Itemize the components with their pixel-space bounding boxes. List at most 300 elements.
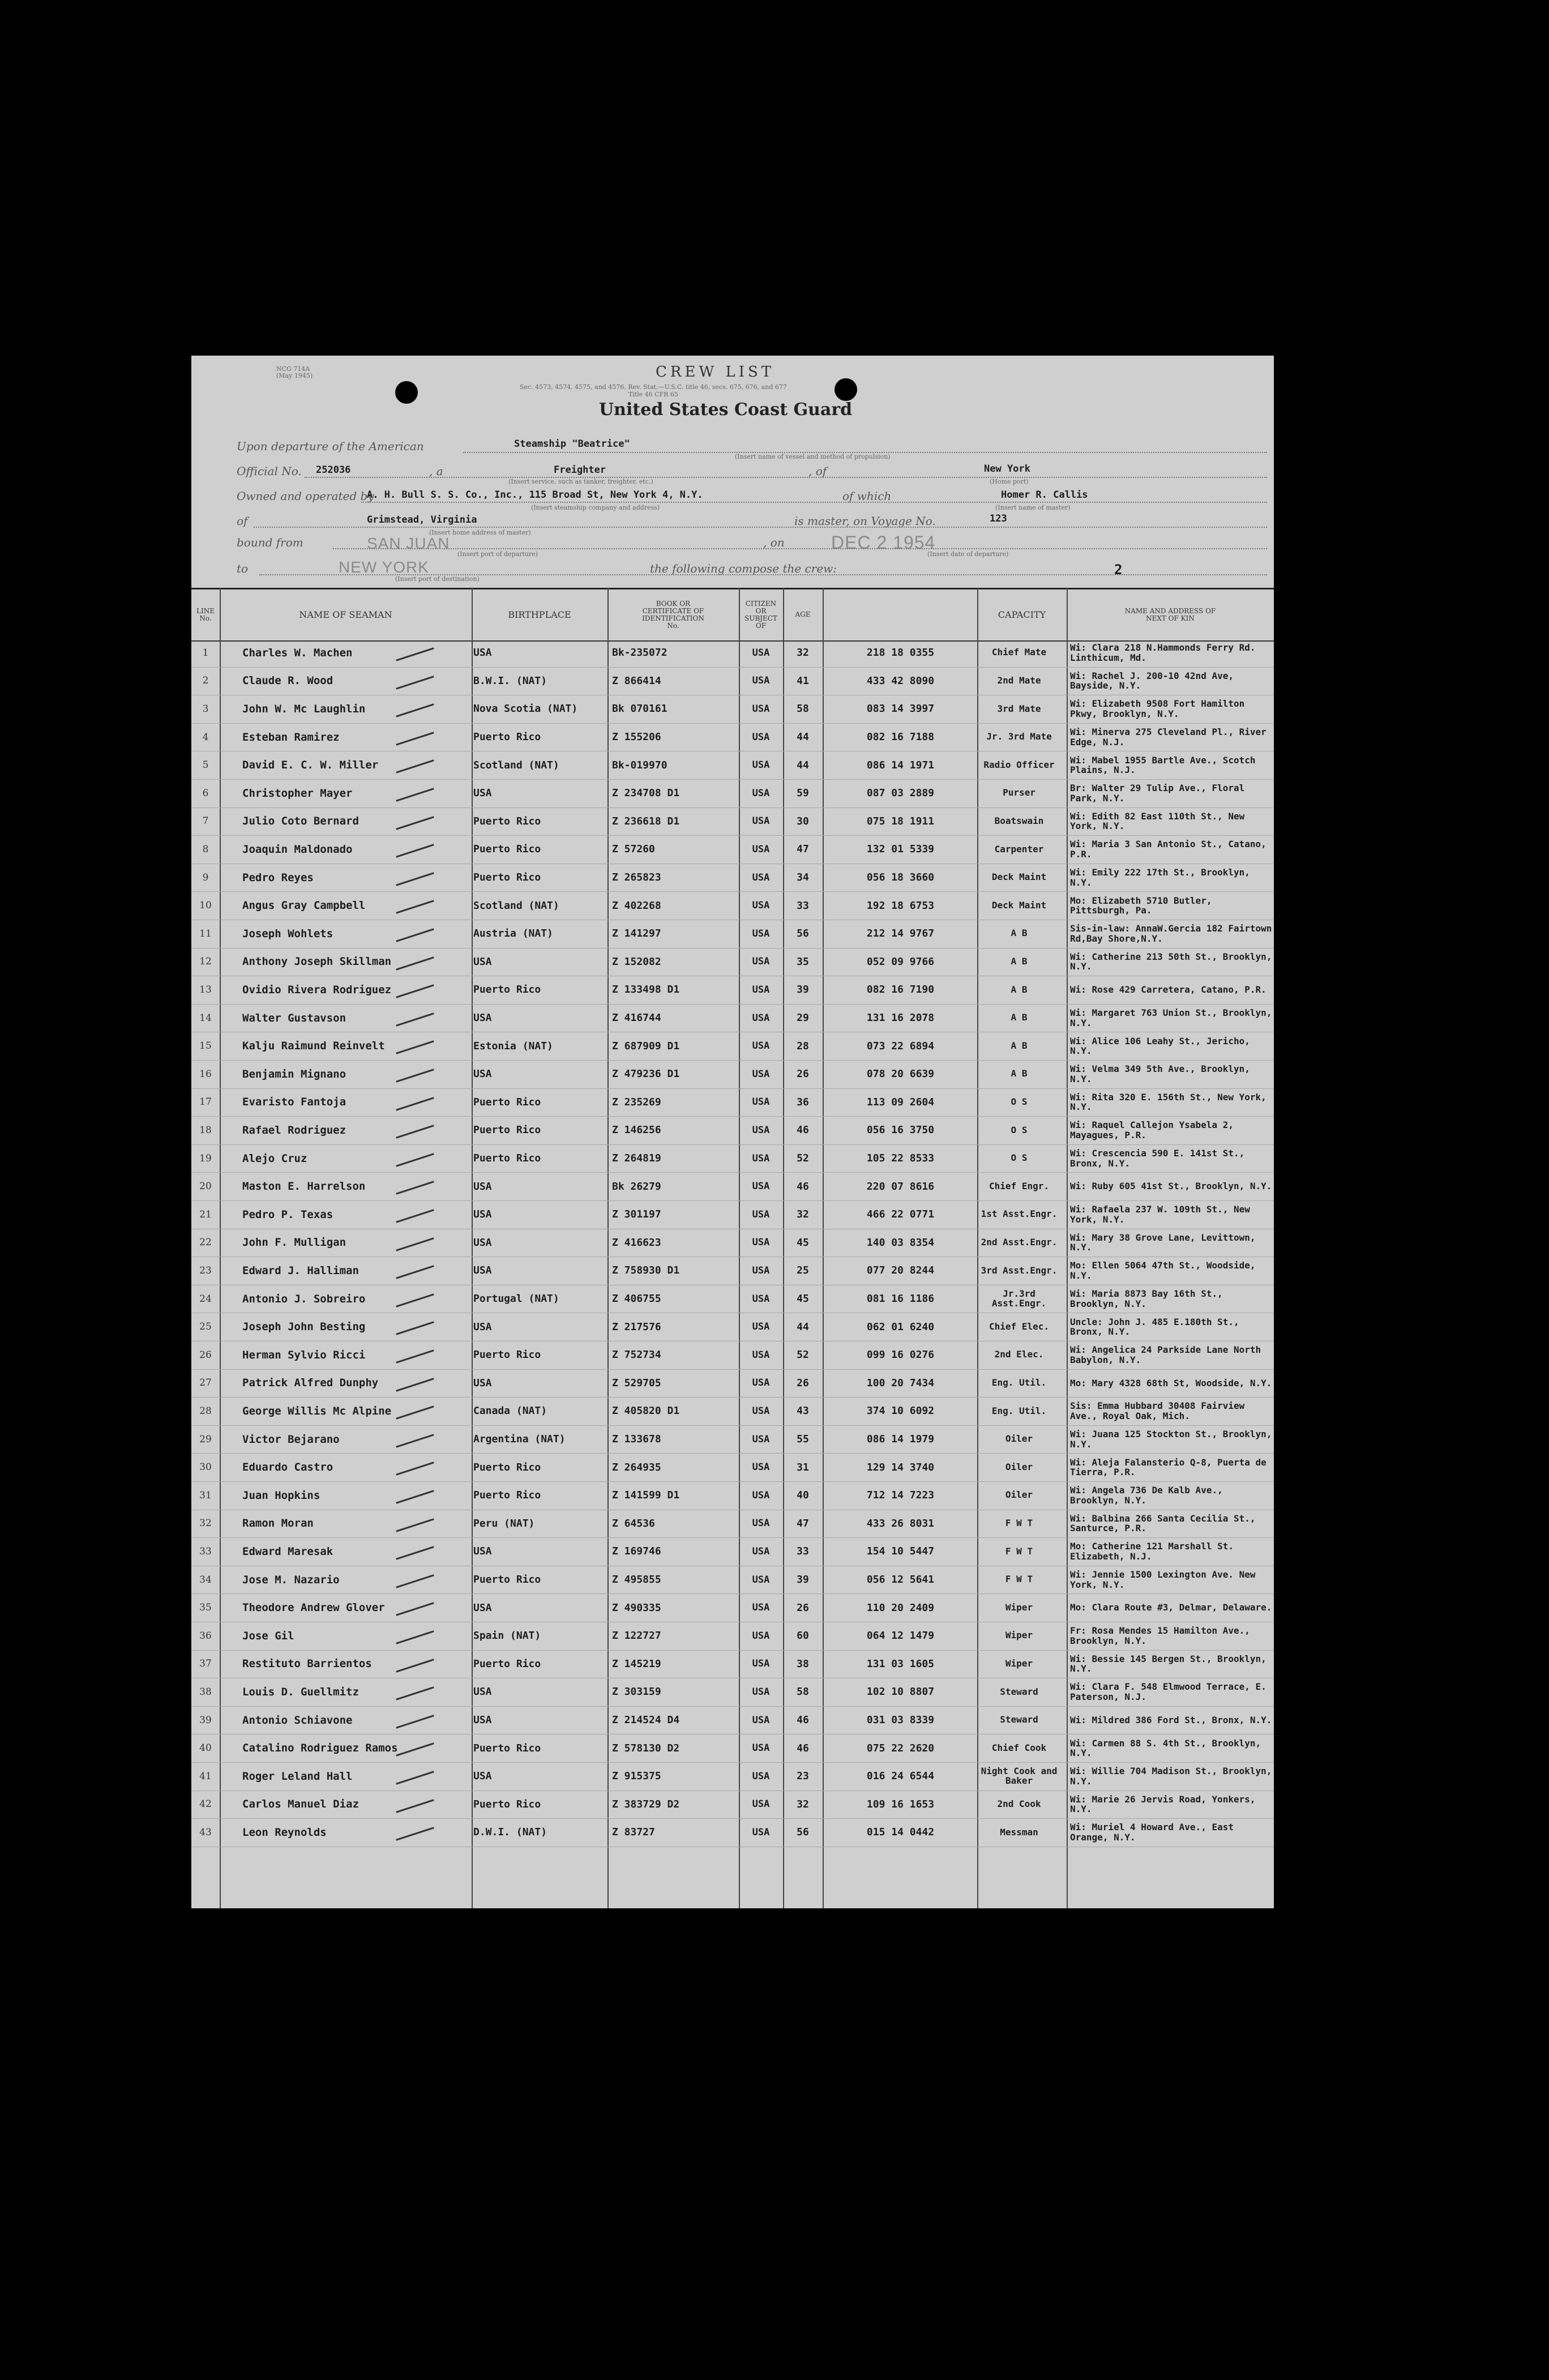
next-of-kin: Wi: Rita 320 E. 156th St., New York, N.Y. bbox=[1070, 1091, 1266, 1113]
line-number: 13 bbox=[199, 984, 212, 995]
seaman-name: Patrick Alfred Dunphy bbox=[242, 1377, 379, 1390]
capacity: O S bbox=[1011, 1096, 1028, 1107]
capacity: A B bbox=[1011, 1012, 1028, 1023]
capacity: A B bbox=[1011, 928, 1028, 939]
next-of-kin: Wi: Aleja Falansterio Q-8, Puerta de Tierra, P.R. bbox=[1070, 1456, 1266, 1478]
col-book: BOOK OR CERTIFICATE OF IDENTIFICATION No. bbox=[642, 599, 704, 630]
birthplace: USA bbox=[473, 1770, 492, 1783]
citizenship: USA bbox=[752, 1462, 770, 1473]
line-number: 3 bbox=[202, 703, 209, 715]
line-number: 20 bbox=[199, 1181, 212, 1193]
label-owned-operated: Owned and operated by bbox=[237, 489, 374, 503]
table-row bbox=[191, 1791, 1274, 1819]
seaman-name: Edward Maresak bbox=[242, 1545, 333, 1558]
capacity: Eng. Util. bbox=[991, 1405, 1047, 1416]
line-number: 21 bbox=[199, 1208, 212, 1220]
line-number: 7 bbox=[202, 815, 209, 827]
table-row bbox=[191, 1566, 1274, 1595]
age: 33 bbox=[797, 1545, 809, 1558]
table-row bbox=[191, 1706, 1274, 1735]
voyage-number: 123 bbox=[990, 513, 1007, 524]
next-of-kin: Wi: Clara F. 548 Elmwood Terrace, E. Paterson, N.J. bbox=[1070, 1681, 1266, 1702]
certificate-number: Z 169746 bbox=[612, 1545, 661, 1558]
age: 40 bbox=[797, 1489, 809, 1502]
next-of-kin: Wi: Angela 736 De Kalb Ave., Brooklyn, N.Y. bbox=[1070, 1485, 1223, 1506]
certificate-number: Z 383729 D2 bbox=[612, 1798, 680, 1810]
capacity: F W T bbox=[1005, 1545, 1033, 1557]
certificate-number: Z 146256 bbox=[612, 1124, 661, 1136]
age: 46 bbox=[797, 1180, 809, 1193]
birthplace: Puerto Rico bbox=[473, 984, 541, 996]
hint-master-home: (Insert home address of master) bbox=[429, 529, 531, 536]
birthplace: Puerto Rico bbox=[473, 1152, 541, 1165]
birthplace: Puerto Rico bbox=[473, 871, 541, 884]
birthplace: B.W.I. (NAT) bbox=[473, 674, 547, 687]
age: 26 bbox=[797, 1377, 809, 1389]
line-number: 16 bbox=[199, 1068, 212, 1080]
citizenship: USA bbox=[752, 843, 770, 855]
birthplace: USA bbox=[473, 1012, 492, 1024]
certificate-number: Z 405820 D1 bbox=[612, 1405, 680, 1417]
age: 55 bbox=[797, 1433, 809, 1446]
age: 41 bbox=[797, 674, 809, 687]
line-number: 22 bbox=[199, 1237, 212, 1249]
line-number: 27 bbox=[199, 1377, 212, 1389]
capacity: 2nd Mate bbox=[997, 674, 1041, 686]
capacity: Oiler bbox=[1005, 1433, 1033, 1445]
next-of-kin: Wi: Catherine 213 50th St., Brooklyn, N.Y. bbox=[1070, 951, 1272, 972]
capacity: Steward bbox=[1000, 1714, 1038, 1725]
seaman-name: Jose M. Nazario bbox=[242, 1573, 340, 1586]
table-row bbox=[191, 807, 1274, 836]
next-of-kin: Wi: Angelica 24 Parkside Lane North Babylon, N.Y. bbox=[1070, 1344, 1261, 1365]
line-number: 23 bbox=[199, 1264, 212, 1276]
seaman-number: 109 16 1653 bbox=[866, 1798, 935, 1810]
certificate-number: Z 406755 bbox=[612, 1293, 661, 1305]
certificate-number: Z 495855 bbox=[612, 1574, 661, 1586]
seaman-number: 087 03 2889 bbox=[866, 787, 935, 800]
certificate-number: Z 145219 bbox=[612, 1657, 661, 1670]
birthplace: USA bbox=[473, 1264, 492, 1277]
certificate-number: Z 303159 bbox=[612, 1686, 661, 1698]
line-number: 10 bbox=[199, 900, 212, 912]
citizenship: USA bbox=[752, 1321, 770, 1333]
age: 58 bbox=[797, 1686, 809, 1698]
seaman-number: 131 03 1605 bbox=[866, 1657, 935, 1670]
seaman-number: 062 01 6240 bbox=[866, 1321, 935, 1333]
seaman-number: 218 18 0355 bbox=[866, 647, 935, 659]
seaman-number: 086 14 1971 bbox=[866, 759, 935, 771]
seaman-number: 073 22 6894 bbox=[866, 1040, 935, 1052]
next-of-kin: Wi: Minerva 275 Cleveland Pl., River Edge, N.J. bbox=[1070, 727, 1266, 747]
capacity: Oiler bbox=[1005, 1461, 1033, 1472]
capacity: Night Cook and Baker bbox=[981, 1766, 1058, 1786]
age: 59 bbox=[797, 787, 809, 800]
certificate-number: Bk-019970 bbox=[612, 759, 667, 771]
birthplace: Puerto Rico bbox=[473, 1461, 541, 1473]
birthplace: Nova Scotia (NAT) bbox=[473, 703, 578, 715]
next-of-kin: Wi: Juana 125 Stockton St., Brooklyn, N.Y. bbox=[1070, 1429, 1272, 1450]
table-row bbox=[191, 1088, 1274, 1117]
port-of-destination: NEW YORK bbox=[339, 558, 429, 576]
table-row bbox=[191, 1453, 1274, 1482]
seaman-name: Eduardo Castro bbox=[242, 1461, 333, 1474]
age: 45 bbox=[797, 1236, 809, 1249]
citizenship: USA bbox=[752, 1124, 770, 1136]
seaman-number: 192 18 6753 bbox=[866, 899, 935, 912]
citizenship: USA bbox=[752, 928, 770, 939]
vessel-type: Freighter bbox=[554, 464, 606, 476]
certificate-number: Z 141599 D1 bbox=[612, 1489, 680, 1502]
line-number: 25 bbox=[199, 1321, 212, 1333]
seaman-name: Leon Reynolds bbox=[242, 1826, 327, 1839]
seaman-name: Antonio Schiavone bbox=[242, 1714, 353, 1727]
birthplace: Puerto Rico bbox=[473, 1349, 541, 1361]
table-row bbox=[191, 667, 1274, 696]
citizenship: USA bbox=[752, 1377, 770, 1389]
birthplace: Puerto Rico bbox=[473, 843, 541, 856]
next-of-kin: Wi: Alice 106 Leahy St., Jericho, N.Y. bbox=[1070, 1035, 1250, 1057]
birthplace: USA bbox=[473, 1545, 492, 1558]
seaman-number: 077 20 8244 bbox=[866, 1264, 935, 1277]
line-number: 29 bbox=[199, 1433, 212, 1445]
table-row bbox=[191, 864, 1274, 892]
seaman-name: Maston E. Harrelson bbox=[242, 1180, 366, 1193]
next-of-kin: Wi: Clara 218 N.Hammonds Ferry Rd. Linthicum, Md. bbox=[1070, 642, 1256, 663]
age: 26 bbox=[797, 1601, 809, 1614]
birthplace: Puerto Rico bbox=[473, 1574, 541, 1586]
age: 52 bbox=[797, 1349, 809, 1361]
seaman-number: 056 16 3750 bbox=[866, 1124, 935, 1136]
capacity: Purser bbox=[1003, 787, 1035, 798]
seaman-number: 015 14 0442 bbox=[866, 1826, 935, 1839]
capacity: 3rd Mate bbox=[997, 703, 1041, 714]
age: 60 bbox=[797, 1630, 809, 1642]
certificate-number: Z 235269 bbox=[612, 1096, 661, 1108]
table-row bbox=[191, 1397, 1274, 1426]
citizenship: USA bbox=[752, 1742, 770, 1754]
certificate-number: Z 265823 bbox=[612, 871, 661, 884]
next-of-kin: Wi: Marie 26 Jervis Road, Yonkers, N.Y. bbox=[1070, 1793, 1256, 1815]
seaman-number: 433 26 8031 bbox=[866, 1517, 935, 1529]
age: 44 bbox=[797, 731, 809, 744]
citizenship: USA bbox=[752, 900, 770, 912]
seaman-name: Christopher Mayer bbox=[242, 787, 353, 800]
birthplace: Estonia (NAT) bbox=[473, 1040, 553, 1052]
birthplace: USA bbox=[473, 1686, 492, 1698]
seaman-number: 100 20 7434 bbox=[866, 1377, 935, 1389]
owner-address: A. H. Bull S. S. Co., Inc., 115 Broad St, New York 4, N.Y. bbox=[367, 489, 703, 501]
birthplace: USA bbox=[473, 1208, 492, 1221]
citizenship: USA bbox=[752, 1770, 770, 1782]
next-of-kin: Wi: Margaret 763 Union St., Brooklyn, N.Y. bbox=[1070, 1007, 1272, 1028]
next-of-kin: Mo: Elizabeth 5710 Butler, Pittsburgh, Pa. bbox=[1070, 895, 1212, 916]
age: 34 bbox=[797, 871, 809, 884]
citizenship: USA bbox=[752, 1096, 770, 1108]
age: 28 bbox=[797, 1040, 809, 1052]
next-of-kin: Uncle: John J. 485 E.180th St., Bronx, N.Y. bbox=[1070, 1316, 1239, 1338]
capacity: 3rd Asst.Engr. bbox=[981, 1264, 1058, 1276]
capacity: Wiper bbox=[1005, 1630, 1033, 1641]
citizenship: USA bbox=[752, 787, 770, 799]
seaman-number: 140 03 8354 bbox=[866, 1236, 935, 1249]
citizenship: USA bbox=[752, 1518, 770, 1529]
capacity: A B bbox=[1011, 955, 1028, 967]
col-capacity: CAPACITY bbox=[998, 609, 1046, 621]
age: 23 bbox=[797, 1770, 809, 1783]
age: 30 bbox=[797, 815, 809, 827]
next-of-kin: Mo: Catherine 121 Marshall St. Elizabeth, N.J. bbox=[1070, 1541, 1234, 1562]
seaman-name: Joaquin Maldonado bbox=[242, 843, 353, 856]
citizenship: USA bbox=[752, 731, 770, 743]
hint-owner: (Insert steamship company and address) bbox=[531, 504, 660, 511]
table-row bbox=[191, 1369, 1274, 1398]
table-row bbox=[191, 639, 1274, 668]
certificate-number: Z 83727 bbox=[612, 1826, 655, 1839]
birthplace: Puerto Rico bbox=[473, 1742, 541, 1754]
departure-date: DEC 2 1954 bbox=[831, 532, 936, 553]
certificate-number: Z 64536 bbox=[612, 1517, 655, 1529]
form-number: NCG 714A (May 1945) bbox=[276, 365, 313, 380]
certificate-number: Z 915375 bbox=[612, 1770, 661, 1783]
seaman-name: Juan Hopkins bbox=[242, 1489, 320, 1502]
capacity: O S bbox=[1011, 1152, 1028, 1164]
line-number: 19 bbox=[199, 1152, 212, 1164]
certificate-number: Bk-235072 bbox=[612, 647, 667, 659]
hint-vessel: (Insert name of vessel and method of propulsion) bbox=[735, 453, 891, 460]
seaman-number: 082 16 7188 bbox=[866, 731, 935, 744]
capacity: Radio Officer bbox=[983, 759, 1055, 770]
table-row bbox=[191, 1734, 1274, 1763]
capacity: Jr. 3rd Mate bbox=[986, 731, 1052, 742]
master-home-address: Grimstead, Virginia bbox=[367, 514, 477, 525]
next-of-kin: Mo: Mary 4328 68th St, Woodside, N.Y. bbox=[1070, 1377, 1272, 1388]
certificate-number: Z 133678 bbox=[612, 1433, 661, 1446]
birthplace: USA bbox=[473, 1714, 492, 1727]
table-row bbox=[191, 920, 1274, 948]
label-of-which: of which bbox=[842, 489, 892, 503]
age: 58 bbox=[797, 703, 809, 715]
citizenship: USA bbox=[752, 1574, 770, 1586]
age: 29 bbox=[797, 1012, 809, 1024]
citizenship: USA bbox=[752, 1349, 770, 1361]
label-following-compose: the following compose the crew: bbox=[650, 562, 837, 575]
hint-port-departure: (Insert port of departure) bbox=[457, 550, 538, 558]
birthplace: USA bbox=[473, 955, 492, 968]
next-of-kin: Sis: Emma Hubbard 30408 Fairview Ave., Royal Oak, Mich. bbox=[1070, 1400, 1245, 1421]
table-row bbox=[191, 1032, 1274, 1061]
seaman-name: Carlos Manuel Diaz bbox=[242, 1798, 359, 1811]
label-of: , of bbox=[808, 464, 827, 478]
certificate-number: Z 234708 D1 bbox=[612, 787, 680, 800]
capacity: 2nd Asst.Engr. bbox=[981, 1236, 1058, 1247]
seaman-name: David E. C. W. Miller bbox=[242, 759, 379, 772]
seaman-number: 131 16 2078 bbox=[866, 1012, 935, 1024]
certificate-number: Z 217576 bbox=[612, 1321, 661, 1333]
citizenship: USA bbox=[752, 956, 770, 968]
line-number: 4 bbox=[202, 731, 209, 743]
line-number: 38 bbox=[199, 1686, 212, 1698]
citizenship: USA bbox=[752, 1630, 770, 1642]
next-of-kin: Wi: Crescencia 590 E. 141st St., Bronx, N.Y. bbox=[1070, 1148, 1245, 1169]
capacity: 2nd Elec. bbox=[994, 1349, 1044, 1360]
capacity: Oiler bbox=[1005, 1489, 1033, 1501]
seaman-number: 016 24 6544 bbox=[866, 1770, 935, 1783]
age: 46 bbox=[797, 1124, 809, 1136]
certificate-number: Z 758930 D1 bbox=[612, 1264, 680, 1277]
birthplace: Scotland (NAT) bbox=[473, 759, 559, 771]
certificate-number: Z 301197 bbox=[612, 1208, 661, 1221]
age: 32 bbox=[797, 1208, 809, 1221]
table-row bbox=[191, 1116, 1274, 1145]
line-number: 17 bbox=[199, 1096, 212, 1108]
next-of-kin: Fr: Rosa Mendes 15 Hamilton Ave., Brooklyn, N.Y. bbox=[1070, 1625, 1250, 1646]
age: 56 bbox=[797, 1826, 809, 1839]
capacity: A B bbox=[1011, 1040, 1028, 1051]
table-row bbox=[191, 1678, 1274, 1707]
line-number: 40 bbox=[199, 1742, 212, 1754]
seaman-number: 078 20 6639 bbox=[866, 1068, 935, 1080]
citizenship: USA bbox=[752, 1237, 770, 1249]
certificate-number: Z 133498 D1 bbox=[612, 984, 680, 996]
age: 35 bbox=[797, 955, 809, 968]
table-row bbox=[191, 1144, 1274, 1173]
seaman-number: 031 03 8339 bbox=[866, 1714, 935, 1727]
seaman-name: Ramon Moran bbox=[242, 1517, 314, 1530]
seaman-name: Pedro Reyes bbox=[242, 871, 314, 884]
label-bound-from: bound from bbox=[237, 536, 303, 549]
birthplace: USA bbox=[473, 787, 492, 800]
vessel-name: Steamship "Beatrice" bbox=[514, 438, 630, 450]
certificate-number: Z 141297 bbox=[612, 928, 661, 940]
birthplace: Puerto Rico bbox=[473, 815, 541, 827]
citizenship: USA bbox=[752, 1152, 770, 1164]
hint-home-port: (Home port) bbox=[990, 478, 1029, 485]
capacity: Wiper bbox=[1005, 1657, 1033, 1669]
next-of-kin: Wi: Velma 349 5th Ave., Brooklyn, N.Y. bbox=[1070, 1063, 1250, 1084]
table-row bbox=[191, 1285, 1274, 1314]
age: 32 bbox=[797, 647, 809, 659]
seaman-name: Herman Sylvio Ricci bbox=[242, 1348, 366, 1361]
table-row bbox=[191, 1229, 1274, 1258]
certificate-number: Z 529705 bbox=[612, 1377, 661, 1389]
col-name: NAME OF SEAMAN bbox=[299, 609, 392, 621]
birthplace: Puerto Rico bbox=[473, 1657, 541, 1670]
certificate-number: Z 264935 bbox=[612, 1461, 661, 1473]
seaman-number: 433 42 8090 bbox=[866, 674, 935, 687]
table-row bbox=[191, 1622, 1274, 1651]
citizenship: USA bbox=[752, 1714, 770, 1726]
capacity: F W T bbox=[1005, 1517, 1033, 1528]
seaman-name: Anthony Joseph Skillman bbox=[242, 955, 392, 968]
line-number: 41 bbox=[199, 1770, 212, 1782]
next-of-kin: Wi: Rose 429 Carretera, Catano, P.R. bbox=[1070, 984, 1266, 995]
seaman-name: Kalju Raimund Reinvelt bbox=[242, 1040, 385, 1053]
line-number: 14 bbox=[199, 1012, 212, 1024]
certificate-number: Z 236618 D1 bbox=[612, 815, 680, 827]
citizenship: USA bbox=[752, 1068, 770, 1080]
table-header bbox=[191, 588, 1274, 642]
seaman-name: George Willis Mc Alpine bbox=[242, 1404, 392, 1417]
seaman-name: John F. Mulligan bbox=[242, 1236, 346, 1249]
age: 46 bbox=[797, 1742, 809, 1754]
capacity: Steward bbox=[1000, 1686, 1038, 1697]
next-of-kin: Wi: Emily 222 17th St., Brooklyn, N.Y. bbox=[1070, 867, 1250, 888]
age: 33 bbox=[797, 899, 809, 912]
table-row bbox=[191, 1510, 1274, 1539]
line-number: 35 bbox=[199, 1602, 212, 1614]
age: 47 bbox=[797, 1517, 809, 1529]
citizenship: USA bbox=[752, 759, 770, 771]
table-row bbox=[191, 1650, 1274, 1679]
seaman-number: 052 09 9766 bbox=[866, 955, 935, 968]
seaman-number: 099 16 0276 bbox=[866, 1349, 935, 1361]
age: 31 bbox=[797, 1461, 809, 1473]
line-number: 2 bbox=[202, 675, 209, 687]
age: 43 bbox=[797, 1405, 809, 1417]
certificate-number: Bk 070161 bbox=[612, 703, 667, 715]
line-number: 12 bbox=[199, 956, 212, 968]
age: 44 bbox=[797, 759, 809, 771]
capacity: 1st Asst.Engr. bbox=[981, 1208, 1058, 1220]
crew-list-document bbox=[191, 356, 1274, 1908]
seaman-name: Walter Gustavson bbox=[242, 1011, 346, 1024]
capacity: Deck Maint bbox=[991, 871, 1047, 883]
certificate-number: Z 490335 bbox=[612, 1601, 661, 1614]
citizenship: USA bbox=[752, 1405, 770, 1417]
next-of-kin: Wi: Maria 8873 Bay 16th St., Brooklyn, N.Y. bbox=[1070, 1288, 1223, 1309]
col-line-no: LINE No. bbox=[196, 606, 215, 622]
seaman-name: Louis D. Guellmitz bbox=[242, 1685, 359, 1698]
seaman-name: Joseph Wohlets bbox=[242, 927, 333, 940]
seaman-number: 113 09 2604 bbox=[866, 1096, 935, 1108]
next-of-kin: Wi: Elizabeth 9508 Fort Hamilton Pkwy, Brooklyn, N.Y. bbox=[1070, 698, 1245, 719]
next-of-kin: Wi: Jennie 1500 Lexington Ave. New York, N.Y. bbox=[1070, 1569, 1256, 1590]
capacity: A B bbox=[1011, 984, 1028, 995]
next-of-kin: Wi: Mary 38 Grove Lane, Levittown, N.Y. bbox=[1070, 1232, 1256, 1253]
table-row bbox=[191, 751, 1274, 780]
line-number: 34 bbox=[199, 1574, 212, 1586]
citizenship: USA bbox=[752, 871, 770, 883]
certificate-number: Z 416623 bbox=[612, 1236, 661, 1249]
capacity: Wiper bbox=[1005, 1601, 1033, 1613]
line-number: 6 bbox=[202, 787, 209, 799]
age: 44 bbox=[797, 1321, 809, 1333]
table-row bbox=[191, 695, 1274, 724]
birthplace: Puerto Rico bbox=[473, 1798, 541, 1810]
line-number: 42 bbox=[199, 1798, 212, 1810]
seaman-name: Antonio J. Sobreiro bbox=[242, 1292, 366, 1305]
label-to: to bbox=[237, 562, 249, 575]
certificate-number: Z 687909 D1 bbox=[612, 1040, 680, 1052]
next-of-kin: Mo: Clara Route #3, Delmar, Delaware. bbox=[1070, 1602, 1272, 1613]
certificate-number: Z 479236 D1 bbox=[612, 1068, 680, 1080]
col-citizen: CITIZEN OR SUBJECT OF bbox=[744, 599, 777, 630]
seaman-name: Pedro P. Texas bbox=[242, 1208, 333, 1221]
certificate-number: Z 214524 D4 bbox=[612, 1714, 680, 1727]
line-number: 32 bbox=[199, 1518, 212, 1529]
hint-master: (Insert name of master) bbox=[995, 504, 1071, 511]
seaman-name: Joseph John Besting bbox=[242, 1321, 366, 1334]
birthplace: Puerto Rico bbox=[473, 1124, 541, 1136]
seaman-name: Jose Gil bbox=[242, 1629, 294, 1642]
next-of-kin: Sis-in-law: AnnaW.Gercia 182 Fairtown Rd,Bay Shore,N.Y. bbox=[1070, 923, 1272, 944]
birthplace: Puerto Rico bbox=[473, 1096, 541, 1108]
table-row bbox=[191, 1341, 1274, 1370]
port-of-departure: SAN JUAN bbox=[367, 535, 450, 552]
seaman-number: 082 16 7190 bbox=[866, 984, 935, 996]
table-row bbox=[191, 1818, 1274, 1847]
